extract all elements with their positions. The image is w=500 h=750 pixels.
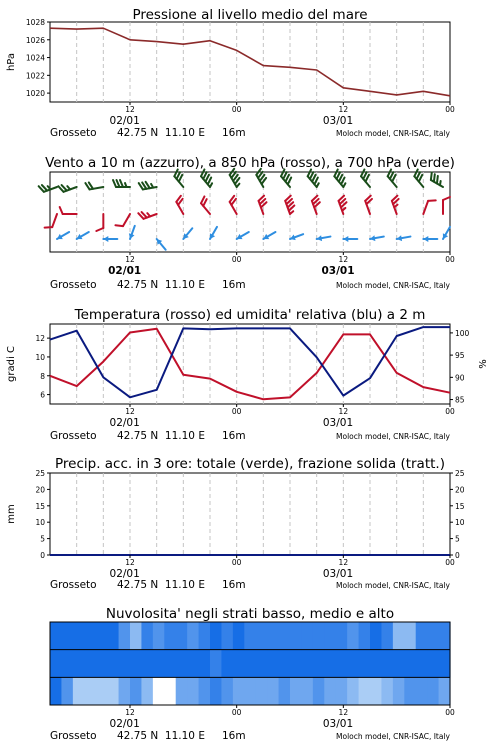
pressure-ytick-label: 1024: [25, 53, 45, 63]
panel-wind: [39, 155, 455, 291]
cloud-cell: [244, 677, 256, 705]
wind-barb: [157, 239, 166, 250]
cloud-cell: [119, 650, 131, 678]
wind-barb: [259, 196, 267, 214]
cloud-cell: [313, 650, 325, 678]
wind-barb-half-flag: [67, 186, 70, 189]
wind-station-coords: 42.75 N 11.10 E: [117, 279, 205, 291]
precip-plot: [35, 469, 464, 560]
wind-barb: [370, 235, 384, 241]
wind-barb-half-flag: [125, 183, 127, 187]
cloud-cell: [210, 622, 222, 650]
wind-barb: [210, 227, 217, 239]
temp-ytick-label: 8: [40, 371, 45, 381]
wind-barb-flag: [337, 172, 340, 179]
precip-title: Precip. acc. in 3 ore: totale (verde), frazione solida (tratt.): [55, 456, 445, 472]
cloud-cell: [267, 650, 279, 678]
cloud-cell: [336, 677, 348, 705]
wind-barb-flag: [113, 180, 116, 187]
cloud-cell: [50, 622, 62, 650]
temp-ytick-label: 10: [35, 352, 45, 362]
cloud-cell: [313, 622, 325, 650]
wind-barb-flag: [431, 172, 432, 180]
cloud-cell: [176, 677, 188, 705]
cloud-cell: [210, 677, 222, 705]
hour-tick-label: 00: [231, 105, 242, 114]
cloud-cell: [221, 650, 233, 678]
cloud-cell: [141, 677, 153, 705]
hour-tick-label: 00: [231, 255, 242, 264]
cloud-cell: [176, 650, 188, 678]
date-tick-label: 03/01: [322, 417, 354, 429]
cloud-cell: [256, 650, 268, 678]
cloud-cell: [290, 677, 302, 705]
cloud-cell: [370, 622, 382, 650]
precip-frame: [50, 473, 450, 555]
wind-plot: [39, 169, 450, 252]
cloud-cell: [96, 650, 108, 678]
cloud-cell: [290, 622, 302, 650]
cloud-cell: [199, 622, 211, 650]
cloud-cell: [370, 677, 382, 705]
temp-ytick-label: 12: [35, 334, 45, 344]
precip-station-elev: 16m: [222, 579, 246, 591]
wind-barb-flag: [60, 207, 63, 214]
wind-barb-flag: [179, 175, 182, 182]
wind-barb-head: [343, 236, 348, 242]
pressure-plot: [26, 18, 450, 102]
hour-tick-label: 12: [338, 558, 349, 567]
wind-barb-half-flag: [317, 183, 319, 187]
wind-barb-flag: [115, 225, 123, 226]
temp-rh-time-axis: [110, 404, 455, 429]
cloud-cell: [233, 650, 245, 678]
cloud-cell: [381, 650, 393, 678]
cloud-cell: [73, 622, 85, 650]
cloud-cell: [301, 622, 313, 650]
pressure-frame: [50, 22, 450, 102]
wind-barb: [138, 212, 156, 219]
wind-barb: [183, 228, 192, 239]
cloud-cell: [324, 677, 336, 705]
wind-barb: [201, 196, 210, 214]
panel-temp-rh: [6, 307, 489, 442]
wind-barb: [85, 182, 103, 189]
wind-barb-flag: [286, 175, 289, 182]
wind-barb: [77, 232, 89, 239]
hour-tick-label: 12: [338, 105, 349, 114]
cloud-cell: [61, 622, 73, 650]
precip-ytick-label-right: 15: [455, 501, 465, 511]
precip-ytick-label-right: 5: [455, 534, 460, 544]
cloud-cell: [359, 677, 371, 705]
wind-barb: [57, 232, 69, 239]
wind-barb: [115, 214, 130, 226]
cloud-cell: [221, 622, 233, 650]
cloud-cell: [141, 622, 153, 650]
clouds-time-axis: [110, 705, 455, 730]
wind-barb: [60, 207, 77, 214]
wind-barb-flag: [117, 180, 120, 187]
cloud-cell: [439, 650, 451, 678]
wind-barb-half-flag: [343, 183, 345, 187]
date-tick-label: 03/01: [322, 115, 354, 127]
hour-tick-label: 00: [231, 708, 242, 717]
cloud-cell: [427, 677, 439, 705]
cloud-cell: [404, 677, 416, 705]
wind-barb: [39, 185, 57, 192]
hour-tick-label: 12: [125, 255, 135, 264]
wind-barb-flag: [392, 175, 395, 182]
precip-ytick-label: 0: [40, 551, 45, 560]
wind-barb-flag: [288, 178, 291, 185]
date-tick-label: 02/01: [109, 417, 140, 429]
cloud-cell: [244, 622, 256, 650]
wind-barb-flag: [339, 175, 342, 182]
rh-ytick-label-right: 100: [455, 328, 470, 338]
cloud-cell: [416, 677, 428, 705]
temp-credit: Moloch model, CNR-ISAC, Italy: [336, 432, 450, 441]
cloud-cell: [61, 677, 73, 705]
wind-barb: [263, 232, 275, 239]
precip-ytick-label-right: 0: [455, 551, 460, 560]
wind-barb-head: [103, 236, 108, 242]
cloud-cell: [233, 677, 245, 705]
wind-barb: [443, 197, 450, 214]
cloud-cell: [50, 650, 62, 678]
precip-credit: Moloch model, CNR-ISAC, Italy: [336, 581, 450, 590]
wind-barb-flag: [201, 196, 204, 203]
cloud-cell: [84, 677, 96, 705]
wind-barb-flag: [310, 172, 313, 179]
precip-ytick-label: 15: [35, 501, 45, 511]
wind-barb-flag: [419, 175, 422, 182]
cloud-cell: [244, 650, 256, 678]
wind-barb: [317, 235, 331, 241]
hour-tick-label: 00: [445, 105, 455, 114]
wind-barb: [312, 196, 320, 214]
wind-barb-flag: [390, 172, 393, 179]
cloud-cell: [73, 677, 85, 705]
wind-credit: Moloch model, CNR-ISAC, Italy: [336, 281, 450, 290]
wind-barb-half-flag: [237, 184, 240, 187]
precip-ytick-label: 20: [35, 485, 45, 495]
hour-tick-label: 12: [338, 708, 349, 717]
rh-ytick-label-right: 95: [455, 351, 465, 361]
pressure-ylabel: hPa: [6, 52, 17, 72]
cloud-cell: [336, 622, 348, 650]
wind-barb: [397, 235, 411, 241]
rh-ylabel: %: [478, 359, 489, 369]
cloud-cell: [347, 622, 359, 650]
cloud-cell: [84, 650, 96, 678]
wind-barb: [237, 232, 249, 239]
wind-barb-flag: [177, 172, 180, 179]
cloud-cell: [324, 650, 336, 678]
cloud-cell: [427, 650, 439, 678]
cloud-cell: [164, 622, 176, 650]
wind-barb: [113, 180, 130, 187]
cloud-cell: [381, 622, 393, 650]
wind-barb-flag: [208, 178, 211, 185]
wind-barb-half-flag: [440, 181, 441, 185]
hour-tick-label: 12: [125, 105, 135, 114]
cloud-cell: [187, 650, 199, 678]
wind-barb-half-flag: [210, 183, 212, 187]
wind-barb: [285, 196, 294, 214]
wind-barb: [392, 196, 399, 214]
cloud-cell: [313, 677, 325, 705]
hour-tick-label: 00: [231, 407, 242, 416]
date-tick-label: 03/01: [321, 265, 355, 277]
clouds-station-coords: 42.75 N 11.10 E: [117, 730, 205, 742]
wind-barb: [423, 200, 435, 214]
cloud-cell: [347, 650, 359, 678]
date-tick-label: 03/01: [322, 568, 354, 580]
wind-barb-flag: [437, 176, 438, 184]
temp-station-name: Grosseto: [50, 430, 97, 442]
temp-station-elev: 16m: [222, 430, 246, 442]
cloud-cell: [290, 650, 302, 678]
clouds-station-elev: 16m: [222, 730, 246, 742]
wind-barb-flag: [96, 228, 103, 231]
temp-ytick-label: 6: [40, 390, 45, 400]
date-tick-label: 02/01: [108, 265, 142, 277]
wind-barb: [290, 234, 303, 240]
cloud-cell: [153, 650, 165, 678]
rh-ytick-label-right: 90: [455, 373, 465, 383]
temp-rh-plot: [35, 324, 469, 405]
pressure-ytick-label: 1020: [25, 89, 45, 99]
cloud-cell: [176, 622, 188, 650]
wind-barb: [129, 226, 135, 239]
panel-precip: [6, 456, 465, 591]
wind-barb: [339, 196, 347, 214]
cloud-cell: [187, 622, 199, 650]
hour-tick-label: 12: [125, 407, 135, 416]
wind-barb-staff: [52, 214, 57, 227]
wind-barb-staff: [123, 214, 130, 226]
cloud-cell: [210, 650, 222, 678]
wind-barb-flag: [443, 197, 450, 200]
cloud-cell: [164, 650, 176, 678]
cloud-cell: [153, 622, 165, 650]
wind-barb-flag: [312, 175, 315, 182]
cloud-cell: [107, 677, 119, 705]
wind-barb: [443, 227, 450, 239]
wind-time-axis: [108, 252, 455, 277]
pressure-ytick-label: 1022: [25, 71, 45, 81]
panel-pressure: [6, 7, 455, 139]
cloud-cell: [416, 650, 428, 678]
wind-barb-half-flag: [342, 208, 345, 211]
wind-barb: [431, 172, 443, 187]
date-tick-label: 02/01: [109, 115, 140, 127]
cloud-cell: [439, 677, 451, 705]
wind-barb: [365, 196, 372, 214]
cloud-cell: [107, 622, 119, 650]
precip-ytick-label-right: 10: [455, 518, 465, 528]
cloud-cell: [50, 677, 62, 705]
precip-ytick-label: 5: [40, 534, 45, 544]
hour-tick-label: 00: [445, 558, 455, 567]
wind-barb-flag: [283, 172, 286, 179]
hour-tick-label: 12: [125, 708, 135, 717]
precip-ytick-label: 10: [35, 518, 45, 528]
cloud-cell: [381, 677, 393, 705]
clouds-plot: [50, 622, 451, 705]
cloud-cell: [199, 650, 211, 678]
date-tick-label: 02/01: [109, 718, 140, 730]
cloud-cell: [393, 677, 405, 705]
cloud-cell: [359, 650, 371, 678]
pressure-station-coords: 42.75 N 11.10 E: [117, 127, 205, 139]
cloud-cell: [370, 650, 382, 678]
cloud-cell: [301, 677, 313, 705]
clouds-station-name: Grosseto: [50, 730, 97, 742]
precip-station-coords: 42.75 N 11.10 E: [117, 579, 205, 591]
hour-tick-label: 12: [338, 255, 349, 264]
wind-barb-staff: [201, 203, 210, 214]
hour-tick-label: 00: [445, 407, 455, 416]
pressure-line: [50, 28, 450, 96]
wind-barb: [96, 214, 103, 231]
precip-ytick-label-right: 25: [455, 469, 465, 478]
temperature-line: [50, 329, 450, 400]
date-tick-label: 03/01: [322, 718, 354, 730]
clouds-credit: Moloch model, CNR-ISAC, Italy: [336, 732, 450, 741]
wind-station-elev: 16m: [222, 279, 246, 291]
cloud-cell: [404, 622, 416, 650]
precip-ylabel: mm: [6, 504, 17, 524]
wind-barb-flag: [363, 172, 366, 179]
cloud-cell: [256, 677, 268, 705]
wind-barb-head: [423, 236, 428, 242]
wind-barb-flag: [434, 174, 435, 182]
wind-barb-flag: [341, 178, 344, 185]
pressure-title: Pressione al livello medio del mare: [132, 7, 368, 23]
cloud-cell: [153, 677, 165, 705]
wind-barb-flag: [417, 172, 420, 179]
cloud-cell: [279, 677, 291, 705]
cloud-cell: [96, 622, 108, 650]
cloud-cell: [393, 650, 405, 678]
cloud-cell: [84, 622, 96, 650]
pressure-ytick-label: 1026: [25, 35, 45, 45]
pressure-station-elev: 16m: [222, 127, 246, 139]
wind-barb-half-flag: [147, 213, 150, 216]
wind-barb-flag: [314, 178, 317, 185]
clouds-title: Nuvolosita' negli strati basso, medio e alto: [105, 606, 395, 622]
wind-barb-staff: [423, 201, 428, 214]
cloud-cell: [141, 650, 153, 678]
cloud-cell: [130, 622, 142, 650]
wind-barb: [139, 182, 157, 190]
wind-barb-flag: [120, 180, 123, 187]
cloud-cell: [96, 677, 108, 705]
cloud-cell: [199, 677, 211, 705]
wind-barb: [103, 236, 117, 242]
wind-barb: [176, 196, 183, 214]
precip-station-name: Grosseto: [50, 579, 97, 591]
cloud-cell: [130, 677, 142, 705]
wind-barb-half-flag: [290, 211, 293, 214]
precip-time-axis: [110, 555, 455, 580]
panel-clouds: [50, 606, 455, 742]
wind-barb: [423, 236, 437, 242]
cloud-cell: [427, 622, 439, 650]
cloud-cell: [404, 650, 416, 678]
cloud-cell: [324, 622, 336, 650]
hour-tick-label: 00: [445, 255, 455, 264]
cloud-cell: [187, 677, 199, 705]
cloud-cell: [233, 622, 245, 650]
wind-barb: [343, 236, 357, 242]
cloud-cell: [279, 650, 291, 678]
pressure-station-name: Grosseto: [50, 127, 97, 139]
cloud-cell: [73, 650, 85, 678]
cloud-cell: [279, 622, 291, 650]
temp-ylabel: gradi C: [6, 346, 17, 382]
cloud-cell: [119, 677, 131, 705]
wind-barb-flag: [206, 175, 209, 182]
cloud-cell: [267, 677, 279, 705]
cloud-cell: [267, 622, 279, 650]
precip-ytick-label: 25: [35, 469, 45, 478]
rh-ytick-label-right: 85: [455, 395, 465, 405]
wind-station-name: Grosseto: [50, 279, 97, 291]
wind-title: Vento a 10 m (azzurro), a 850 hPa (rosso), a 700 hPa (verde): [45, 155, 455, 171]
temp-rh-title: Temperatura (rosso) ed umidita' relativa (blu) a 2 m: [74, 307, 426, 323]
wind-barb: [230, 196, 237, 214]
date-tick-label: 02/01: [109, 568, 140, 580]
cloud-cell: [359, 622, 371, 650]
cloud-cell: [61, 650, 73, 678]
cloud-cell: [130, 650, 142, 678]
cloud-cell: [119, 622, 131, 650]
cloud-cell: [439, 622, 451, 650]
cloud-cell: [393, 622, 405, 650]
pressure-time-axis: [110, 102, 455, 127]
cloud-cell: [416, 622, 428, 650]
precip-ytick-label-right: 20: [455, 485, 465, 495]
wind-barb-flag: [203, 199, 206, 206]
cloud-cell: [336, 650, 348, 678]
hour-tick-label: 12: [338, 407, 349, 416]
hour-tick-label: 12: [125, 558, 135, 567]
cloud-cell: [256, 622, 268, 650]
wind-barb: [58, 185, 76, 192]
wind-barb-flag: [366, 175, 369, 182]
hour-tick-label: 00: [231, 558, 242, 567]
cloud-cell: [221, 677, 233, 705]
cloud-cell: [164, 677, 176, 705]
cloud-cell: [107, 650, 119, 678]
cloud-cell: [347, 677, 359, 705]
hour-tick-label: 00: [445, 708, 455, 717]
pressure-credit: Moloch model, CNR-ISAC, Italy: [336, 129, 450, 138]
wind-barb-flag: [203, 172, 206, 179]
wind-barb: [45, 214, 57, 228]
cloud-cell: [301, 650, 313, 678]
pressure-ytick-label: 1028: [25, 18, 45, 27]
temp-station-coords: 42.75 N 11.10 E: [117, 430, 205, 442]
